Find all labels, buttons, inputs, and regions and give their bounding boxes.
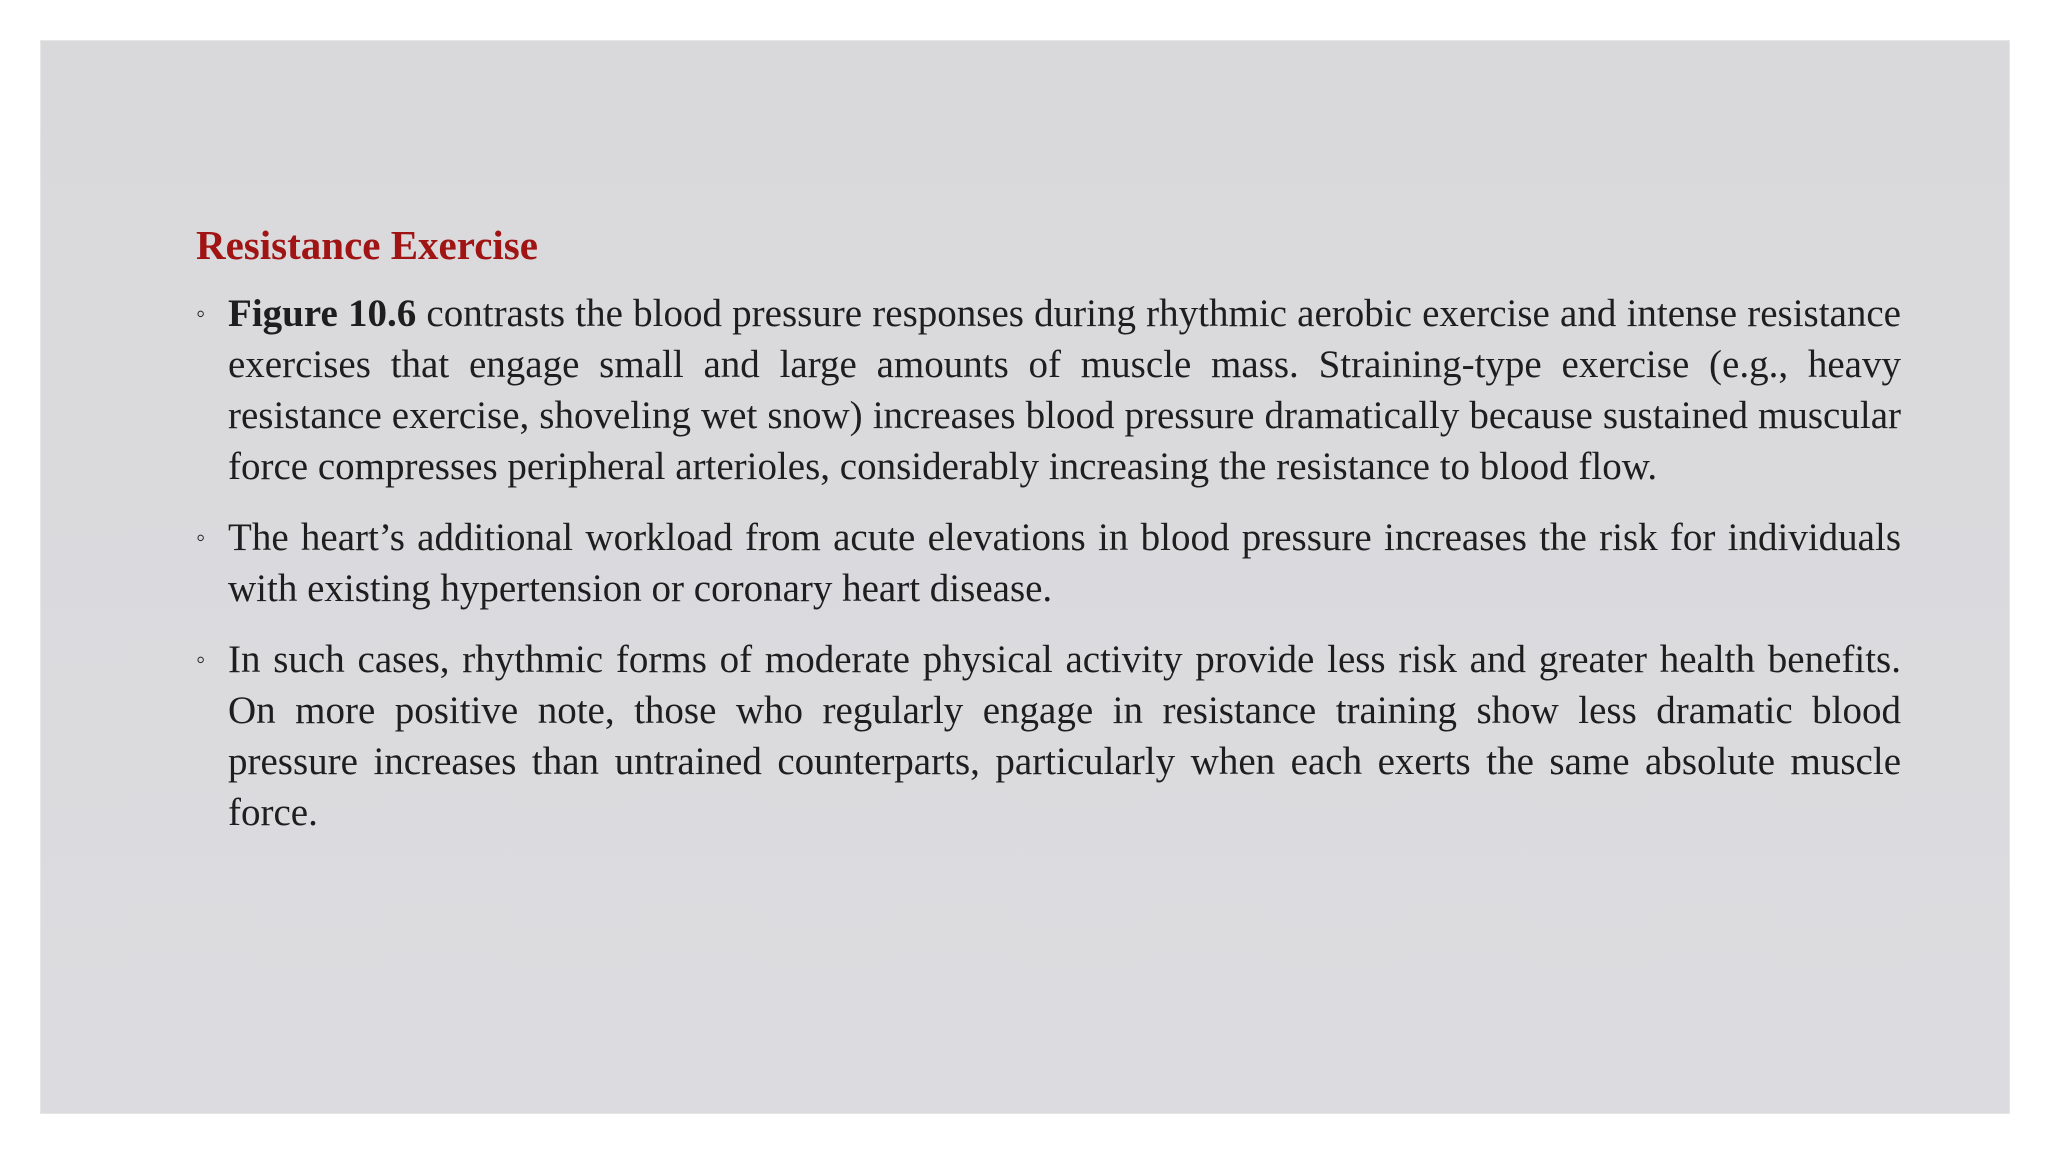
bullet-item bbox=[196, 512, 1901, 614]
slide bbox=[40, 40, 2010, 1114]
bullet-text: contrasts the blood pressure responses during rhythmic aerobic exercise and intense resistance exercises that engage small and large amounts of muscle mass. Straining-type exercise (e.g., heavy resistance exercise, shoveling wet snow) increases blood pressure dramatically because sustained muscular force compresses peripheral arterioles, considerably increasing the resistance to blood flow. bbox=[228, 292, 1901, 489]
bullet-circle-icon: ◦ bbox=[196, 299, 206, 329]
bullet-item bbox=[196, 634, 1901, 838]
bullet-text: The heart’s additional workload from acute elevations in blood pressure increases the risk for individuals with existing hypertension or coronary heart disease. bbox=[228, 516, 1901, 611]
bullet-list bbox=[196, 288, 1901, 838]
slide-heading: Resistance Exercise bbox=[196, 222, 538, 268]
bullet-item bbox=[196, 288, 1901, 492]
bullet-circle-icon: ◦ bbox=[196, 523, 206, 553]
bullet-text: In such cases, rhythmic forms of moderate physical activity provide less risk and greater health benefits. On more positive note, those who regularly engage in resistance training show less dramatic blood pressure increases than untrained counterparts, particularly when each exerts the same absolute muscle force. bbox=[228, 638, 1901, 835]
bullet-circle-icon: ◦ bbox=[196, 645, 206, 675]
figure-reference: Figure 10.6 bbox=[228, 292, 417, 336]
slide-content bbox=[196, 221, 1901, 858]
